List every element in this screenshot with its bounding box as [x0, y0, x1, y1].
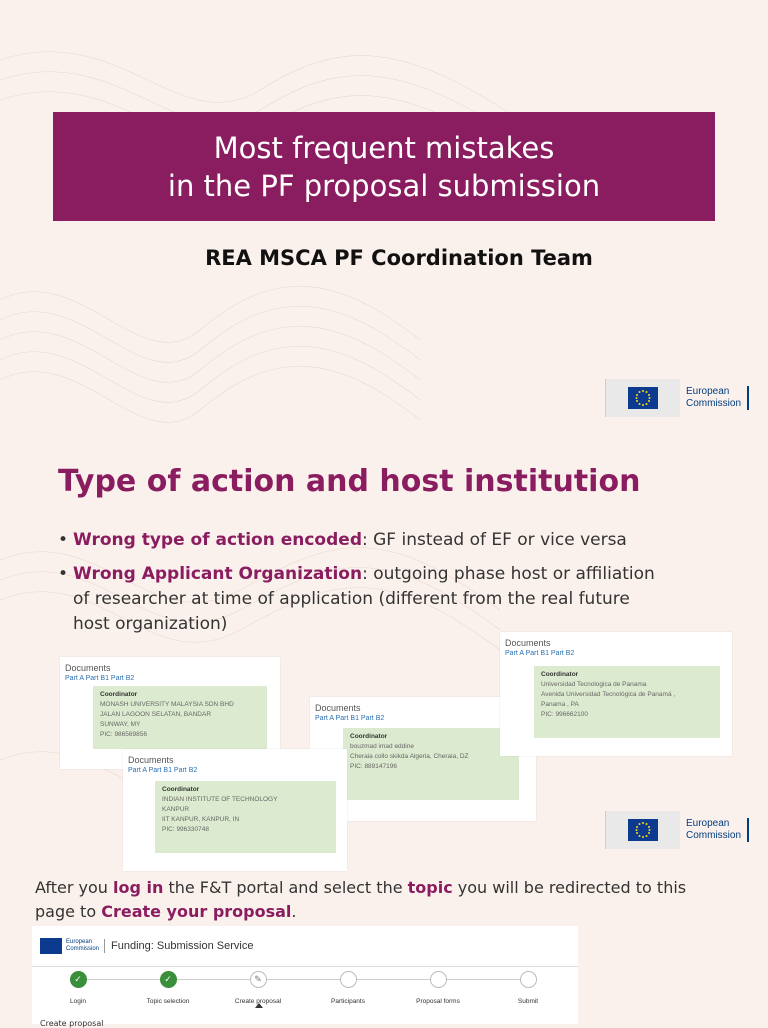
document-links[interactable]: Part A Part B1 Part B2 [65, 675, 135, 682]
title-banner [53, 112, 715, 221]
step-label: Topic selection [146, 998, 190, 1005]
bullet-text: : outgoing phase host or affiliation of researcher at time of application (different from the real future host organization) [73, 564, 655, 634]
portal-ec-line-2: Commission [66, 946, 100, 952]
instruction-text [35, 876, 725, 924]
coordinator-pic: PIC: 889147196 [350, 763, 397, 770]
check-icon: ✓ [160, 971, 177, 988]
step-proposal-forms[interactable] [398, 971, 478, 1005]
create-proposal-highlight: Create your proposal [101, 902, 292, 921]
logo-line-1: European [686, 818, 730, 829]
logo-line-2: Commission [686, 398, 742, 409]
eu-flag-icon [628, 819, 658, 841]
text-segment: . [291, 902, 297, 921]
step-create-proposal[interactable] [218, 971, 298, 1005]
coordinator-pic: PIC: 996662100 [541, 711, 588, 718]
bullet-highlight: Wrong type of action encoded [73, 530, 362, 550]
coordinator-line: Cheraia collo skikda Algeria, Cheraia, DZ [350, 753, 469, 760]
portal-screenshot [32, 926, 578, 1028]
portal-header [32, 926, 578, 967]
coordinator-label: Coordinator [162, 786, 200, 793]
bullet-item [58, 562, 658, 637]
topic-highlight: topic [407, 878, 453, 897]
document-card [500, 632, 732, 756]
step-label: Proposal forms [416, 998, 460, 1005]
subtitle: REA MSCA PF Coordination Team [205, 246, 593, 270]
empty-step-icon [520, 971, 537, 988]
document-card [123, 749, 347, 871]
coordinator-label: Coordinator [100, 691, 138, 698]
edit-icon: ✎ [250, 971, 267, 988]
create-proposal-heading: Create proposal [40, 1019, 104, 1028]
coordinator-label: Coordinator [350, 733, 388, 740]
coordinator-pic: PIC: 986569856 [100, 731, 147, 738]
documents-heading: Documents [65, 663, 111, 673]
check-icon: ✓ [70, 971, 87, 988]
european-commission-logo [605, 379, 749, 417]
portal-ec-line-1: European [66, 939, 93, 945]
coordinator-pic: PIC: 996330748 [162, 826, 209, 833]
step-label: Submit [517, 998, 539, 1005]
logo-line-1: European [686, 386, 730, 397]
coordinator-box [155, 781, 336, 853]
bullet-text: : GF instead of EF or vice versa [361, 530, 627, 550]
documents-heading: Documents [315, 703, 361, 713]
login-link: log in [113, 878, 164, 897]
documents-heading: Documents [505, 638, 551, 648]
coordinator-line: Universidad Tecnologica de Panama [541, 681, 647, 688]
coordinator-box [93, 686, 267, 749]
document-links[interactable]: Part A Part B1 Part B2 [315, 715, 385, 722]
coordinator-line: INDIAN INSTITUTE OF TECHNOLOGY [162, 796, 278, 803]
step-submit[interactable] [488, 971, 568, 1005]
empty-step-icon [340, 971, 357, 988]
coordinator-line: KANPUR [162, 806, 190, 813]
coordinator-box [534, 666, 720, 738]
title-line-1: Most frequent mistakes [213, 130, 555, 165]
coordinator-line: MONASH UNIVERSITY MALAYSIA SDN BHD [100, 701, 234, 708]
document-links[interactable]: Part A Part B1 Part B2 [128, 767, 198, 774]
step-label: Create proposal [234, 998, 282, 1005]
logo-line-2: Commission [686, 830, 742, 841]
coordinator-label: Coordinator [541, 671, 579, 678]
eu-flag-icon [628, 387, 658, 409]
step-label: Participants [331, 998, 365, 1005]
step-progress [32, 967, 578, 1025]
european-commission-logo [605, 811, 749, 849]
document-links[interactable]: Part A Part B1 Part B2 [505, 650, 575, 657]
coordinator-line: IIT KANPUR, KANPUR, IN [162, 816, 240, 823]
coordinator-line: Avenida Universidad Tecnológica de Panamá , [541, 691, 676, 698]
eu-flag-icon [40, 938, 62, 954]
empty-step-icon [430, 971, 447, 988]
text-segment: you will be redirected to this page to [35, 878, 687, 921]
text-segment: the F&T portal and select the [163, 878, 408, 897]
bullet-list [58, 528, 658, 646]
coordinator-line: bouzmad imad eddine [350, 743, 414, 750]
coordinator-box [343, 728, 519, 800]
slide-title: Type of action and host institution [58, 464, 641, 499]
text-segment: After you [35, 878, 113, 897]
bullet-highlight: Wrong Applicant Organization [73, 564, 363, 584]
current-step-caret-icon [255, 1003, 263, 1008]
coordinator-line: SUNWAY, MY [100, 721, 141, 728]
bullet-item [58, 528, 658, 553]
step-label: Login [70, 998, 86, 1005]
title-line-2: in the PF proposal submission [167, 168, 601, 203]
step-topic-selection[interactable] [128, 971, 208, 1005]
coordinator-line: JALAN LAGOON SELATAN, BANDAR [100, 711, 212, 718]
step-participants[interactable] [308, 971, 388, 1005]
step-login[interactable] [38, 971, 118, 1005]
documents-heading: Documents [128, 755, 174, 765]
portal-title: Funding: Submission Service [111, 940, 254, 952]
coordinator-line: Panama , PA [541, 701, 579, 708]
